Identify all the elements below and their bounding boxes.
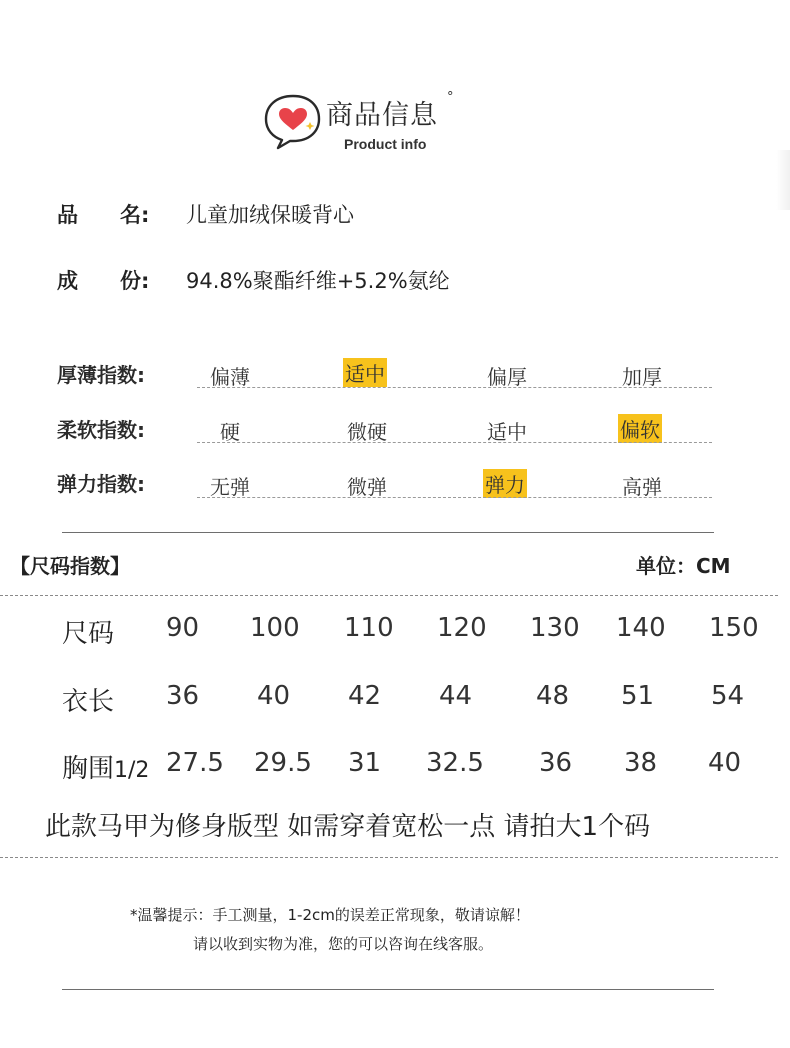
- length-cell: 40: [257, 681, 291, 711]
- softness-option: 微硬: [347, 420, 387, 444]
- chest-cell: 38: [624, 748, 658, 778]
- tip-line-2: 请以收到实物为准，您的可以咨询在线客服。: [193, 935, 494, 953]
- chest-cell: 29.5: [254, 748, 312, 778]
- material-label-char2: 份:: [120, 269, 150, 293]
- dotted-divider: [197, 442, 712, 443]
- size-cell: 140: [616, 613, 666, 643]
- dotted-divider: [197, 387, 712, 388]
- size-index-title: 【尺码指数】: [10, 554, 130, 578]
- material-value: 94.8%聚酯纤维+5.2%氨纶: [186, 269, 450, 293]
- size-cell: 120: [437, 613, 487, 643]
- thickness-option: 加厚: [622, 365, 662, 389]
- chest-cell: 27.5: [166, 748, 224, 778]
- length-cell: 44: [439, 681, 473, 711]
- thickness-option: 偏厚: [487, 365, 527, 389]
- length-row-label: 衣长: [62, 687, 115, 717]
- length-cell: 48: [536, 681, 570, 711]
- thickness-option: 适中: [343, 358, 387, 387]
- name-label-char1: 品: [57, 203, 78, 227]
- elasticity-option: 无弹: [210, 475, 250, 499]
- softness-option: 偏软: [618, 414, 662, 443]
- softness-option: 适中: [487, 420, 527, 444]
- chest-row-label: [62, 748, 149, 785]
- size-row-label: 尺码: [62, 619, 115, 649]
- elasticity-index-label: 弹力指数:: [57, 472, 145, 496]
- section-divider: [62, 532, 714, 533]
- name-label-char2: 名:: [120, 203, 150, 227]
- section-subtitle: Product info: [344, 136, 427, 152]
- heart-bubble-icon: [262, 92, 324, 150]
- unit-label: 单位：CM: [636, 554, 731, 578]
- material-label-char1: 成: [57, 269, 78, 293]
- elasticity-option: 微弹: [347, 475, 387, 499]
- dashed-divider: [0, 595, 778, 596]
- section-title: 商品信息: [326, 100, 438, 131]
- length-cell: 36: [166, 681, 200, 711]
- chest-cell: 40: [708, 748, 742, 778]
- softness-option: 硬: [220, 420, 240, 444]
- dashed-divider: [0, 857, 778, 858]
- length-cell: 42: [348, 681, 382, 711]
- size-cell: 130: [530, 613, 580, 643]
- tip-line-1: *温馨提示：手工测量，1-2cm的误差正常现象，敬请谅解！: [130, 906, 530, 924]
- fit-note: 此款马甲为修身版型 如需穿着宽松一点 请拍大1个码: [45, 812, 651, 842]
- thickness-index-label: 厚薄指数:: [57, 363, 145, 387]
- degree-mark: °: [447, 90, 454, 105]
- softness-index-label: 柔软指数:: [57, 418, 145, 442]
- size-cell: 100: [250, 613, 300, 643]
- size-cell: 110: [344, 613, 394, 643]
- length-cell: 54: [711, 681, 745, 711]
- product-name-value: 儿童加绒保暖背心: [186, 203, 354, 227]
- bottom-divider: [62, 989, 714, 990]
- size-cell: 150: [709, 613, 759, 643]
- chest-cell: 31: [348, 748, 382, 778]
- chest-row-label-suffix: 1/2: [114, 758, 150, 783]
- elasticity-option: 高弹: [622, 475, 662, 499]
- length-cell: 51: [621, 681, 655, 711]
- elasticity-option: 弹力: [483, 469, 527, 498]
- chest-row-label-text: 胸围: [62, 754, 115, 784]
- edge-shadow: [776, 150, 790, 210]
- chest-cell: 36: [539, 748, 573, 778]
- thickness-option: 偏薄: [210, 365, 250, 389]
- dotted-divider: [197, 497, 712, 498]
- size-cell: 90: [166, 613, 200, 643]
- chest-cell: 32.5: [426, 748, 484, 778]
